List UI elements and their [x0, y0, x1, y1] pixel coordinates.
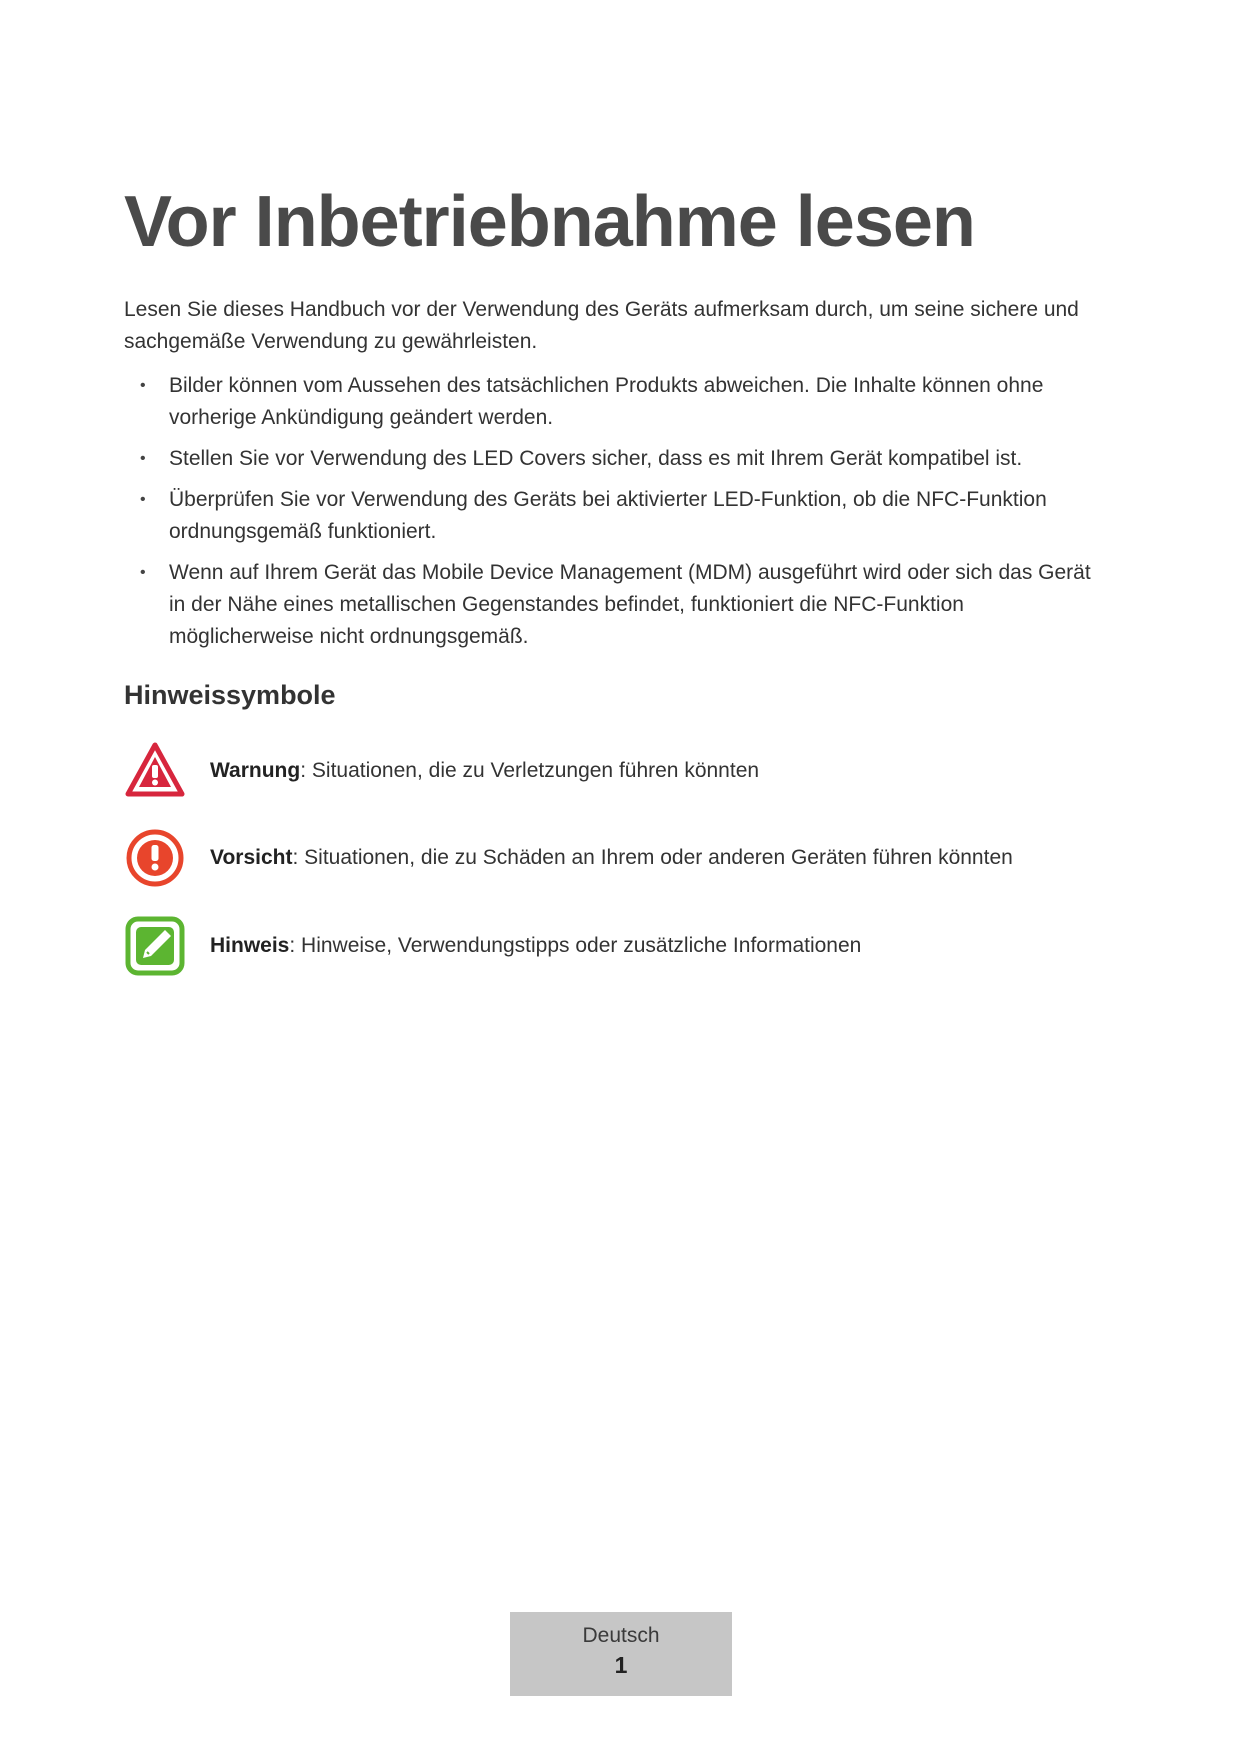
warning-triangle-icon: [124, 740, 186, 802]
symbol-row-warning: [124, 740, 1124, 802]
bullet-marker: •: [140, 450, 146, 467]
caution-circle-icon: [124, 827, 186, 889]
bullet-marker: •: [140, 564, 146, 581]
symbol-row-note: [124, 915, 1124, 977]
page-footer: [510, 1612, 732, 1696]
bullet-item: [124, 443, 1104, 475]
note-pencil-icon: [124, 915, 186, 977]
bullet-item: [124, 557, 1104, 653]
bullet-item: [124, 370, 1104, 434]
bullet-text: Überprüfen Sie vor Verwendung des Geräts bei aktivierter LED-Funktion, ob die NFC-Funktion ordnungsgemäß funktioniert.: [169, 488, 1047, 543]
symbol-description-text: Hinweise, Verwendungstipps oder zusätzliche Informationen: [301, 934, 862, 957]
symbol-term: Hinweis: [210, 934, 290, 957]
symbol-row-caution: [124, 827, 1124, 889]
symbol-separator: :: [292, 846, 305, 869]
intro-paragraph: Lesen Sie dieses Handbuch vor der Verwendung des Geräts aufmerksam durch, um seine sichere und sachgemäße Verwendung zu gewährleisten.: [124, 298, 1079, 353]
symbol-description: [210, 757, 759, 785]
symbol-description: [210, 932, 861, 960]
symbol-term: Warnung: [210, 759, 301, 782]
bullet-list: [124, 370, 1104, 662]
symbol-term: Vorsicht: [210, 846, 293, 869]
symbol-separator: :: [289, 934, 302, 957]
bullet-text: Stellen Sie vor Verwendung des LED Covers sicher, dass es mit Ihrem Gerät kompatibel ist.: [169, 447, 1023, 470]
page-number: 1: [614, 1652, 628, 1678]
bullet-text: Bilder können vom Aussehen des tatsächlichen Produkts abweichen. Die Inhalte können ohne vorherige Ankündigung geändert werden.: [169, 374, 1044, 429]
bullet-item: [124, 484, 1104, 548]
bullet-text: Wenn auf Ihrem Gerät das Mobile Device Management (MDM) ausgeführt wird oder sich das Gerät in der Nähe eines metallischen Gegenstandes befindet, funktioniert die NFC-Funktion möglicherweise nicht ordnungsgemäß.: [169, 561, 1091, 648]
bullet-marker: •: [140, 377, 146, 394]
symbol-description-text: Situationen, die zu Verletzungen führen könnten: [311, 759, 760, 782]
page-title: Vor Inbetriebnahme lesen: [124, 182, 975, 262]
section-heading-symbols: Hinweissymbole: [124, 680, 336, 710]
symbol-separator: :: [300, 759, 312, 782]
footer-language: Deutsch: [582, 1624, 660, 1647]
symbol-description-text: Situationen, die zu Schäden an Ihrem oder anderen Geräten führen könnten: [304, 846, 1013, 869]
symbol-description: [210, 844, 1013, 872]
bullet-marker: •: [140, 491, 146, 508]
